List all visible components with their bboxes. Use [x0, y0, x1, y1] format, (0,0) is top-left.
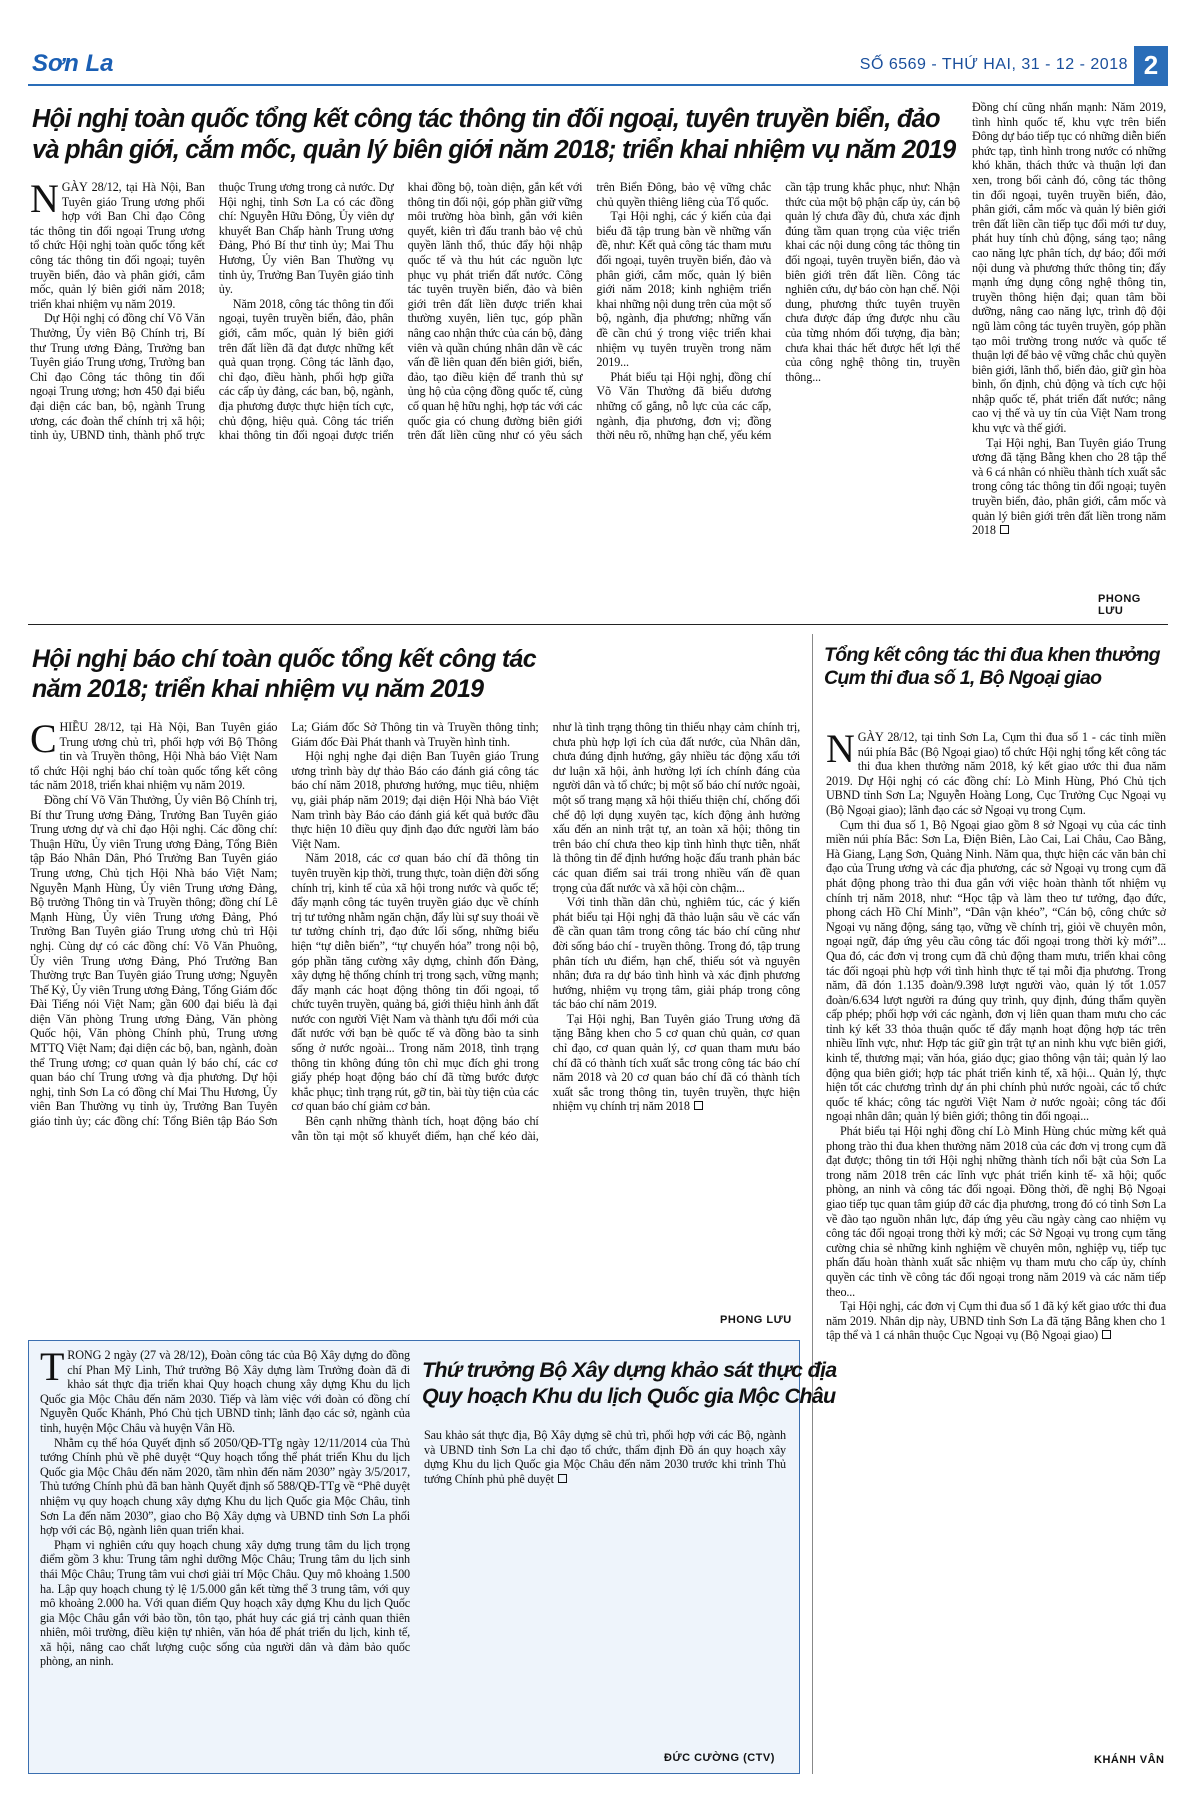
article4-body-right	[424, 1428, 786, 1758]
drop-cap: N	[826, 730, 855, 771]
article1-paragraph: Tại Hội nghị, Ban Tuyên giáo Trung ương đã tặng Bằng khen cho 28 tập thể và 6 cá nhân có nhiều thành tích xuất sắc trong công tác thông tin đối ngoại; tuyên truyền biển, đảo, phân giới, cắm mốc và quản lý biên giới trên đất liền trong năm 2018	[972, 435, 1166, 538]
drop-cap: N	[30, 180, 59, 221]
article1-byline: PHONG LƯU	[1098, 593, 1141, 617]
article4-body-left	[40, 1348, 410, 1766]
article3-paragraph: Tại Hội nghị, các đơn vị Cụm thi đua số 1 đã ký kết giao ước thi đua năm 2019. Nhân dịp này, UBND tỉnh Sơn La đã tặng Bằng khen cho 1 tập thể và 1 cá nhân thuộc Cục Ngoại vụ (Bộ Ngoại giao)	[826, 1299, 1166, 1343]
article1-paragraph: Tại Hội nghị, các ý kiến của đại biểu đã tập trung bàn về những vấn đề, như: Kết quả công tác tham mưu đối ngoại, tuyên truyền biển, đảo và phân giới, cắm mốc, quản lý biên giới năm 2018; kinh nghiệm triển khai những nội dung trên của một số bộ, ngành, địa phương; những vấn đề cần chú ý trong việc triển khai nhiệm vụ tuyên truyền trong năm 2019...	[596, 209, 772, 370]
article2-byline: PHONG LƯU	[720, 1314, 792, 1326]
drop-cap: C	[30, 720, 57, 761]
article2-paragraph: Tại Hội nghị, Ban Tuyên giáo Trung ương đã tặng Bằng khen cho 5 cơ quan chủ quản, cơ quan chỉ đạo, cơ quan quản lý, cơ quan tham mưu báo chí đã có thành tích xuất sắc trong công tác báo chí năm 2018 và 20 cơ quan báo chí đã có thành tích xuất sắc trong thông tin, tuyên truyền, thực hiện nhiệm vụ chính trị năm 2018	[552, 1011, 800, 1114]
article4-paragraph: Nhằm cụ thể hóa Quyết định số 2050/QĐ-TTg ngày 12/11/2014 của Thủ tướng Chính phủ về phê duyệt “Quy hoạch tổng thể phát triển Khu du lịch Quốc gia Mộc Châu đến năm 2020, tầm nhìn đến năm 2030” ngày 3/5/2017, Thủ tướng Chính phủ đã ban hành Quyết định số 588/QĐ-TTg về “Phê duyệt nhiệm vụ quy hoạch chung xây dựng Khu du lịch Quốc gia Mộc Châu, tỉnh Sơn La đến năm 2030”, giao cho Bộ Xây dựng và UBND tỉnh Sơn La phối hợp với các Bộ, ngành liên quan triển khai.	[40, 1435, 410, 1538]
issue-info: SỐ 6569 - THỨ HAI, 31 - 12 - 2018	[859, 56, 1128, 73]
article1-paragraph: Năm 2018, công tác thông tin đối ngoại, tuyên truyền biển, đảo, phân giới, cắm mốc, quản lý biên giới trên đất liền đã đạt được những kết quả quan trọng. Công tác lãnh đạo, chỉ đạo, điều hành, phối hợp giữa các cấp ủy đảng, các ban, bộ, ngành, địa phương được thực hiện tích cực, chủ động, hiệu quả. Công tác triển khai thông tin đối ngoại được triển khai đồng bộ, toàn diện, gắn kết với thông tin đối nội, góp phần giữ vững môi trường hòa bình, gắn với kiên quyết, kiên trì đấu tranh bảo vệ chủ quyền lãnh thổ, thúc đẩy hội nhập quốc tế và thu hút các nguồn lực phục vụ phát triển đất nước. Công tác tuyên truyền biển, đảo và biên giới trên đất liền được triển khai thường xuyên, liên tục, góp phần nâng cao nhận thức của cán bộ, đảng viên và quần chúng nhân dân về các vấn đề liên quan đến biên giới, biển, đảo, tạo điều kiện để tranh thủ sự ủng hộ của cộng đồng quốc tế, củng cố quan hệ hữu nghị, hợp tác với các quốc gia có chung đường biên giới trên đất liền cũng như có yêu sách trên Biển Đông, bảo vệ vững chắc chủ quyền thiêng liêng của Tổ quốc.	[218, 180, 772, 443]
article1-lead: NGÀY 28/12, tại Hà Nội, Ban Tuyên giáo Trung ương phối hợp với Ban Chỉ đạo Công tác thông tin đối ngoại Trung ương tổ chức Hội nghị toàn quốc tổng kết công tác thông tin đối ngoại; tuyên truyền biển, đảo và phân giới, cắm mốc, quản lý biên giới năm 2018; triển khai nhiệm vụ năm 2019.	[30, 180, 205, 311]
end-mark-icon	[694, 1101, 703, 1110]
article2-paragraph: Hội nghị nghe đại diện Ban Tuyên giáo Trung ương trình bày dự thảo Báo cáo đánh giá công tác báo chí năm 2018, phương hướng, mục tiêu, nhiệm vụ, giải pháp năm 2019; đại diện Hội Nhà báo Việt Nam trình bày Báo cáo đánh giá kết quả bước đầu thực hiện 10 điều quy định đạo đức người làm báo Việt Nam.	[291, 749, 539, 851]
article2-paragraph: Đồng chí Võ Văn Thưởng, Ủy viên Bộ Chính trị, Bí thư Trung ương Đảng, Trưởng Ban Tuyên giáo Trung ương dự và chỉ đạo Hội nghị. Các đồng chí: Thuận Hữu, Ủy viên Trung ương Đảng, Tổng Biên tập Báo Nhân Dân, Phó Trưởng Ban Tuyên giáo Trung ương, Chủ tịch Hội Nhà báo Việt Nam; Nguyễn Mạnh Hùng, Ủy viên Trung ương Đảng, Bộ trưởng Thông tin và Truyền thông; đồng chí Lê Mạnh Hùng, Ủy viên Trung ương Đảng, Phó Trưởng Ban Tuyên giáo Trung ương chủ trì Hội nghị. Cùng dự có các đồng chí: Võ Văn Phuông, Ủy viên Trung ương Đảng, Phó Trưởng Ban Thường trực Ban Tuyên giáo Trung ương; Nguyễn Thế Kỷ, Ủy viên Trung ương Đảng, Tổng Giám đốc Đài Tiếng nói Việt Nam; gần 600 đại biểu là đại diện Văn phòng Trung ương Đảng, Văn phòng Quốc hội, Văn phòng Chính phủ, Trung ương MTTQ Việt Nam; đại diện các bộ, ban, ngành, đoàn thể Trung ương; cơ quan quản lý báo chí, các cơ quan báo chí Trung ương và địa phương. Dự hội nghị, tỉnh Sơn La có đồng chí Mai Thu Hương, Ủy viên Ban Thường vụ tỉnh ủy, Trưởng Ban Tuyên giáo tỉnh ủy; các đồng chí: Tổng Biên tập Báo Sơn La; Giám đốc Sở Thông tin và Truyền thông tỉnh; Giám đốc Đài Phát thanh và Truyền hình tỉnh.	[30, 720, 539, 1129]
section-name: Sơn La	[32, 50, 114, 77]
article2-paragraph: Với tinh thần dân chủ, nghiêm túc, các ý kiến phát biểu tại Hội nghị đã thảo luận sâu về các vấn đề cần quan tâm trong công tác báo chí cũng như đời sống báo chí - truyền thông. Trong đó, tập trung phân tích ưu điểm, hạn chế, thiếu sót và nguyên nhân; đưa ra dự báo tình hình và xác định phương hướng, nhiệm vụ trọng tâm, giải pháp trong công tác báo chí năm 2019.	[552, 895, 800, 1012]
article3-body	[826, 730, 1166, 1748]
article2-body	[30, 720, 800, 1326]
article3-title: Tổng kết công tác thi đua khen thưởng Cụm thi đua số 1, Bộ Ngoại giao	[824, 644, 1160, 690]
drop-cap: T	[40, 1348, 65, 1389]
article3-lead: NGÀY 28/12, tại tỉnh Sơn La, Cụm thi đua số 1 - các tỉnh miền núi phía Bắc (Bộ Ngoại giao) tổ chức Hội nghị tổng kết công tác thi đua khen thưởng năm 2018, ký kết giao ước thi đua năm 2019. Dự Hội nghị có các đồng chí: Lò Minh Hùng, Phó Chủ tịch UBND tỉnh Sơn La; Nguyễn Hoàng Long, Cục Trưởng Cục Ngoại vụ (Bộ Ngoại giao); lãnh đạo các sở Ngoại vụ trong Cụm.	[826, 730, 1166, 817]
article4-lead: TRONG 2 ngày (27 và 28/12), Đoàn công tác của Bộ Xây dựng do đồng chí Phan Mỹ Linh, Thứ trưởng Bộ Xây dựng làm Trưởng đoàn đã đi khảo sát thực địa triển khai Quy hoạch chung xây dựng Khu du lịch Quốc gia Mộc Châu đến năm 2030. Tiếp và làm việc với đoàn có đồng chí Nguyễn Quốc Khánh, Phó Chủ tịch UBND tỉnh; lãnh đạo các sở, ngành của tỉnh, huyện Mộc Châu và huyện Vân Hồ.	[40, 1348, 410, 1435]
article1-body	[30, 180, 960, 580]
end-mark-icon	[1102, 1330, 1111, 1339]
article2-lead: CHIỀU 28/12, tại Hà Nội, Ban Tuyên giáo Trung ương chủ trì, phối hợp với Bộ Thông tin và Truyền thông, Hội Nhà báo Việt Nam tổ chức Hội nghị báo chí toàn quốc tổng kết công tác năm 2018, triển khai nhiệm vụ năm 2019.	[30, 720, 278, 793]
article3-paragraph: Cụm thi đua số 1, Bộ Ngoại giao gồm 8 sở Ngoại vụ của các tỉnh miền núi phía Bắc: Sơn La, Điện Biên, Lào Cai, Lai Châu, Cao Bằng, Hà Giang, Lạng Sơn, Quảng Ninh. Năm qua, thực hiện các văn bản chỉ đạo của Trung ương và các địa phương, các sở Ngoại vụ trong cụm đã phát động phong trào thi đua gắn với việc hoàn thành tốt nhiệm vụ chính trị năm 2018, như: “Học tập và làm theo tư tưởng, đạo đức, phong cách Hồ Chí Minh”, “Dân vận khéo”, “Cán bộ, công chức sở Ngoại vụ năng động, sáng tạo, vững về chính trị, giỏi về chuyên môn, ngoại ngữ, đáp ứng yêu cầu công tác đối ngoại trong thời kỳ mới”... Qua đó, các đơn vị trong cụm đã chủ động tham mưu, triển khai công tác đối ngoại phù hợp với tình hình thực tế tại mỗi địa phương. Trong năm, đã đón 1.135 đoàn/9.398 lượt người vào, quản lý tốt 1.057 đoàn/6.634 lượt người ra đúng quy trình, quy định, đúng thẩm quyền cấp phép; phối hợp với các ngành, đơn vị liên quan tham mưu cho các tỉnh ký kết 33 thỏa thuận quốc tế đẩy mạnh hoạt động hợp tác trên nhiều lĩnh vực, như: Hợp tác giữ gìn trật tự an ninh khu vực biên giới, kinh tế, thương mại; văn hóa, giáo dục; giao thông vận tải; quản lý lao động qua biên giới; hợp tác phát triển kinh tế, xã hội... Quản lý, thực hiện tốt các chương trình dự án phi chính phủ nước ngoài, các tổ chức quốc tế khác; công tác người Việt Nam ở nước ngoài; công tác đối ngoại nhân dân; quản lý biên giới; thông tin đối ngoại...	[826, 817, 1166, 1124]
page-header	[28, 48, 1168, 86]
article4-paragraph: Phạm vi nghiên cứu quy hoạch chung xây dựng trung tâm du lịch trọng điểm gồm 3 khu: Trung tâm nghỉ dưỡng Mộc Châu; Trung tâm du lịch sinh thái Mộc Châu; Trung tâm vui chơi giải trí Mộc Châu. Quy mô khoảng 1.500 ha. Lập quy hoạch chung tỷ lệ 1/5.000 gắn kết từng thể 3 trung tâm, với quy mô khoảng 2.000 ha. Với quan điểm Quy hoạch xây dựng Khu du lịch Quốc gia Mộc Châu gắn với bảo tồn, tôn tạo, phát huy các giá trị cảnh quan thiên nhiên, môi trường, điều kiện tự nhiên, văn hóa để phát triển du lịch, kinh tế, xã hội, nâng cao chất lượng cuộc sống của người dân và đảm bảo quốc phòng, an ninh.	[40, 1537, 410, 1669]
article2-paragraph: Bên cạnh những thành tích, hoạt động báo chí vẫn tồn tại một số khuyết điểm, hạn chế kéo dài, như là tình trạng thông tin thiếu nhạy cảm chính trị, chưa phù hợp lợi ích của đất nước, của Nhân dân, chưa đúng định hướng, gây nhiều tác động xấu tới dư luận xã hội, ảnh hưởng lợi ích chính đáng của người dân và tổ chức; bị một số báo chí nước ngoài, một số trang mạng xã hội thiếu thiện chí, chống đối chế độ lợi dụng xuyên tạc, kích động ảnh hưởng xấu đến an ninh trật tự, an toàn xã hội; thông tin trên báo chí chưa theo kịp tình hình thực tiễn, nhất là thông tin để định hướng hoặc đấu tranh phản bác các quan điểm sai trái trong nhiều vấn đề quan trọng của đất nước và xã hội còn chậm...	[291, 720, 800, 1143]
article2-title: Hội nghị báo chí toàn quốc tổng kết công tác năm 2018; triển khai nhiệm vụ năm 2019	[32, 645, 536, 703]
article3-paragraph: Phát biểu tại Hội nghị đồng chí Lò Minh Hùng chúc mừng kết quả phong trào thi đua khen thưởng năm 2018 của các đơn vị trong cụm đã đạt được; thông tin tới Hội nghị những thành tích nổi bật của Sơn La trong năm 2018 trên các lĩnh vực phát triển kinh tế- xã hội; quốc phòng, an ninh và công tác đối ngoại. Đồng thời, đề nghị Bộ Ngoại giao tiếp tục quan tâm giúp đỡ các địa phương, trong đó có tỉnh Sơn La về đào tạo nguồn nhân lực, đáp ứng yêu cầu ngày càng cao nhiệm vụ công tác đối ngoại trong thời kỳ mới; các Sở Ngoại vụ trong cụm tăng cường chia sẻ những kinh nghiệm về chuyên môn, nghiệp vụ, tiếp tục phấn đấu hoàn thành xuất sắc nhiệm vụ tham mưu cho cấp ủy, chính quyền các tỉnh về công tác đối ngoại trong năm 2019 và các năm tiếp theo...	[826, 1124, 1166, 1299]
divider	[812, 634, 813, 1774]
article1-title: Hội nghị toàn quốc tổng kết công tác thông tin đối ngoại, tuyên truyền biển, đảo và phân giới, cắm mốc, quản lý biên giới năm 2018; triển khai nhiệm vụ năm 2019	[32, 105, 956, 164]
newspaper-page	[28, 48, 1168, 1778]
article4-title: Thứ trưởng Bộ Xây dựng khảo sát thực địa Quy hoạch Khu du lịch Quốc gia Mộc Châu	[422, 1358, 837, 1408]
page-number: 2	[1134, 46, 1168, 84]
end-mark-icon	[1000, 525, 1009, 534]
article1-paragraph: Phát biểu tại Hội nghị, đồng chí Võ Văn Thưởng đã biểu dương những cố gắng, nỗ lực của các cấp, ngành, địa phương, đơn vị; đồng thời nêu rõ, những hạn chế, yếu kém cần tập trung khắc phục, như: Nhận thức của một bộ phận cấp ủy, cán bộ quản lý chưa đầy đủ, chưa xác định đúng tầm quan trọng của việc triển khai các nội dung công tác thông tin đối ngoại, tuyên truyền biển, đảo và biên giới trên đất liền. Công tác nghiên cứu, dự báo còn hạn chế. Nội dung, phương thức tuyên truyền chưa được đáp ứng được nhu cầu của từng nhóm đối tượng, địa bàn; chưa khai thác hết được hết lợi thế của công nghệ thông tin, truyền thông...	[596, 180, 960, 443]
article1-paragraph: Đồng chí cũng nhấn mạnh: Năm 2019, tình hình quốc tế, khu vực trên biển Đông dự báo tiếp tục có những diễn biến phức tạp, tình hình trong nước có những khó khăn, thách thức và thuận lợi đan xen, trong bối cảnh đó, công tác thông tin đối ngoại, tuyên truyền biển, đảo, phân giới, cắm mốc và quản lý biên giới trên đất liền cần tiếp tục đổi mới tư duy, phát huy tính chủ động, sáng tạo; nâng cao năng lực phân tích, dự báo; đổi mới nội dung và phương thức thông tin; đẩy mạnh ứng dụng công nghệ thông tin, truyền thông hiện đại; quan tâm bồi dưỡng, nâng cao năng lực, trình độ đội ngũ làm công tác tuyên truyền, góp phần tạo môi trường trong nước và quốc tế thuận lợi để bảo vệ vững chắc chủ quyền biên giới, lãnh thổ, biển đảo, giữ gìn hòa bình, ổn định, chủ động và tích cực hội nhập quốc tế, phát triển đất nước; nâng cao vị thế và uy tín của Việt Nam trong khu vực và thế giới.	[972, 100, 1166, 436]
article1-body-right	[972, 100, 1166, 604]
article3-byline: KHÁNH VÂN	[1094, 1754, 1165, 1766]
end-mark-icon	[558, 1474, 567, 1483]
divider	[28, 624, 1168, 625]
article4-paragraph: Sau khảo sát thực địa, Bộ Xây dựng sẽ chủ trì, phối hợp với các Bộ, ngành và UBND tỉnh Sơn La chỉ đạo tổ chức, thẩm định Đồ án quy hoạch xây dựng Khu du lịch Quốc gia Mộc Châu đến năm 2030 trước khi trình Thủ tướng Chính phủ phê duyệt	[424, 1428, 786, 1486]
article1-paragraph: Dự Hội nghị có đồng chí Võ Văn Thưởng, Ủy viên Bộ Chính trị, Bí thư Trung ương Đảng, Trưởng ban Tuyên giáo Trung ương, Trưởng ban Chỉ đạo Công tác thông tin đối ngoại Trung ương; hơn 450 đại biểu đại diện các ban, bộ, ngành Trung ương, các đoàn thể chính trị xã hội; tỉnh ủy, UBND tỉnh, thành phố trực thuộc Trung ương trong cả nước. Dự Hội nghị, tỉnh Sơn La có các đồng chí: Nguyễn Hữu Đông, Ủy viên dự khuyết Ban Chấp hành Trung ương Đảng, Phó Bí thư tỉnh ủy; Mai Thu Hương, Ủy viên Ban Thường vụ tỉnh ủy, Trưởng Ban Tuyên giáo tỉnh ủy.	[30, 180, 394, 443]
article4-byline: ĐỨC CƯỜNG (CTV)	[664, 1752, 775, 1764]
article2-paragraph: Năm 2018, các cơ quan báo chí đã thông tin tuyên truyền kịp thời, trung thực, toàn diện đời sống chính trị, kinh tế của xã hội trong nước và quốc tế; đẩy mạnh công tác tuyên truyền giáo dục về chính trị tư tưởng nhằm ngăn chặn, đẩy lùi sự suy thoái về tư tưởng chính trị, đạo đức lối sống, những biểu hiện “tự diễn biến”, “tự chuyển hóa” trong nội bộ, góp phần tăng cường xây dựng, chỉnh đốn Đảng, xây dựng hệ thống chính trị trong sạch, vững mạnh; đẩy mạnh các hoạt động thông tin đối ngoại, tổ chức tuyên truyền, quảng bá, giới thiệu hình ảnh đất nước con người Việt Nam và thành tựu đổi mới của đất nước với bạn bè quốc tế và đồng bào ta sinh sống ở nước ngoài... Trong năm 2018, tình trạng thông tin không đúng tôn chỉ mục đích ghi trong giấy phép hoạt động báo chí đã từng bước được khắc phục; tình trạng rút, gỡ tin, bài tùy tiện của các cơ quan báo chí giảm cơ bản.	[291, 851, 539, 1114]
